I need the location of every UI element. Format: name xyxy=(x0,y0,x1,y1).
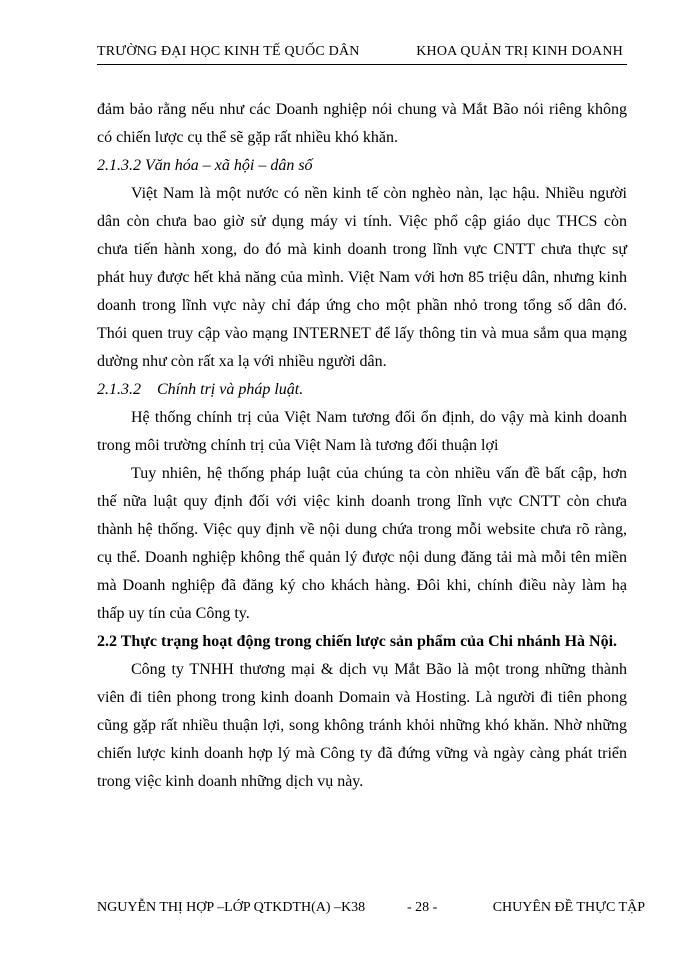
document-body xyxy=(97,96,627,796)
section-heading: 2.2 Thực trạng hoạt động trong chiến lược sản phẩm của Chi nhánh Hà Nội. xyxy=(97,633,618,650)
subheading-culture: 2.1.3.2 Văn hóa – xã hội – dân số xyxy=(97,157,313,174)
subheading-politics: 2.1.3.2 Chính trị và pháp luật. xyxy=(97,381,304,398)
paragraph xyxy=(97,656,627,796)
text-line: Hệ thống chính trị của Việt Nam tương đối ổn định, do vậy mà kinh doanh xyxy=(131,409,627,426)
footer-title: CHUYÊN ĐỀ THỰC TẬP xyxy=(492,900,645,915)
text-line: viên đi tiên phong trong kinh doanh Domain và Hosting. Là người đi tiên phong xyxy=(97,689,627,706)
text-line: trong môi trường chính trị của Việt Nam là tương đối thuận lợi xyxy=(97,437,499,454)
footer-author: NGUYỄN THỊ HỢP –LỚP QTKDTH(A) –K38 xyxy=(97,900,366,915)
text-line: có chiến lược cụ thể sẽ gặp rất nhiều khó khăn. xyxy=(97,129,399,146)
text-line: phát huy được hết khả năng của mình. Việt Nam với hơn 85 triệu dân, nhưng kinh xyxy=(97,269,627,286)
paragraph xyxy=(97,180,627,376)
text-line: thế nữa luật quy định đối với việc kinh doanh trong lĩnh vực CNTT còn chưa xyxy=(97,493,627,510)
text-line: cụ thể. Doanh nghiệp không thể quản lý được nội dung đăng tải mà mỗi tên miền xyxy=(97,549,627,566)
text-line: Thói quen truy cập vào mạng INTERNET để lấy thông tin và mua sắm qua mạng xyxy=(97,325,627,342)
text-line: cũng gặp rất nhiều thuận lợi, song không tránh khỏi những khó khăn. Nhờ những xyxy=(97,717,627,734)
text-line: dường như còn rất xa lạ với nhiều người dân. xyxy=(97,353,387,370)
text-line: chưa tiến hành xong, do đó mà kinh doanh trong lĩnh vực CNTT chưa thực sự xyxy=(97,241,627,258)
header-faculty: KHOA QUẢN TRỊ KINH DOANH xyxy=(416,44,623,59)
paragraph xyxy=(97,404,627,460)
paragraph xyxy=(97,460,627,628)
text-line: chiến lược kinh doanh hợp lý mà Công ty đã đứng vững và ngày càng phát triển xyxy=(97,745,627,762)
text-line: trong việc kinh doanh những dịch vụ này. xyxy=(97,773,364,790)
page-header xyxy=(97,38,627,65)
header-university: TRƯỜNG ĐẠI HỌC KINH TẾ QUỐC DÂN xyxy=(97,44,360,59)
text-line: Công ty TNHH thương mại & dịch vụ Mắt Bão là một trong những thành xyxy=(131,661,627,678)
text-line: doanh trong lĩnh vực này chỉ đáp ứng cho một phần nhỏ trong tổng số dân đó. xyxy=(97,297,627,314)
text-line: đảm bảo rằng nếu như các Doanh nghiệp nói chung và Mắt Bão nói riêng không xyxy=(97,101,627,118)
text-line: thành hệ thống. Việc quy định về nội dung chứa trong mỗi website chưa rõ ràng, xyxy=(97,521,627,538)
text-line: Việt Nam là một nước có nền kinh tế còn nghèo nàn, lạc hậu. Nhiều người xyxy=(131,185,627,202)
page-number: - 28 - xyxy=(407,900,438,915)
text-line: thấp uy tín của Công ty. xyxy=(97,605,250,622)
text-line: Tuy nhiên, hệ thống pháp luật của chúng ta còn nhiều vấn đề bất cập, hơn xyxy=(131,465,627,482)
text-line: dân còn chưa bao giờ sử dụng máy vi tính. Việc phổ cập giáo dục THCS còn xyxy=(97,213,627,230)
text-line: mà Doanh nghiệp đã đăng ký cho khách hàng. Đôi khi, chính điều này làm hạ xyxy=(97,577,627,594)
paragraph xyxy=(97,96,627,152)
